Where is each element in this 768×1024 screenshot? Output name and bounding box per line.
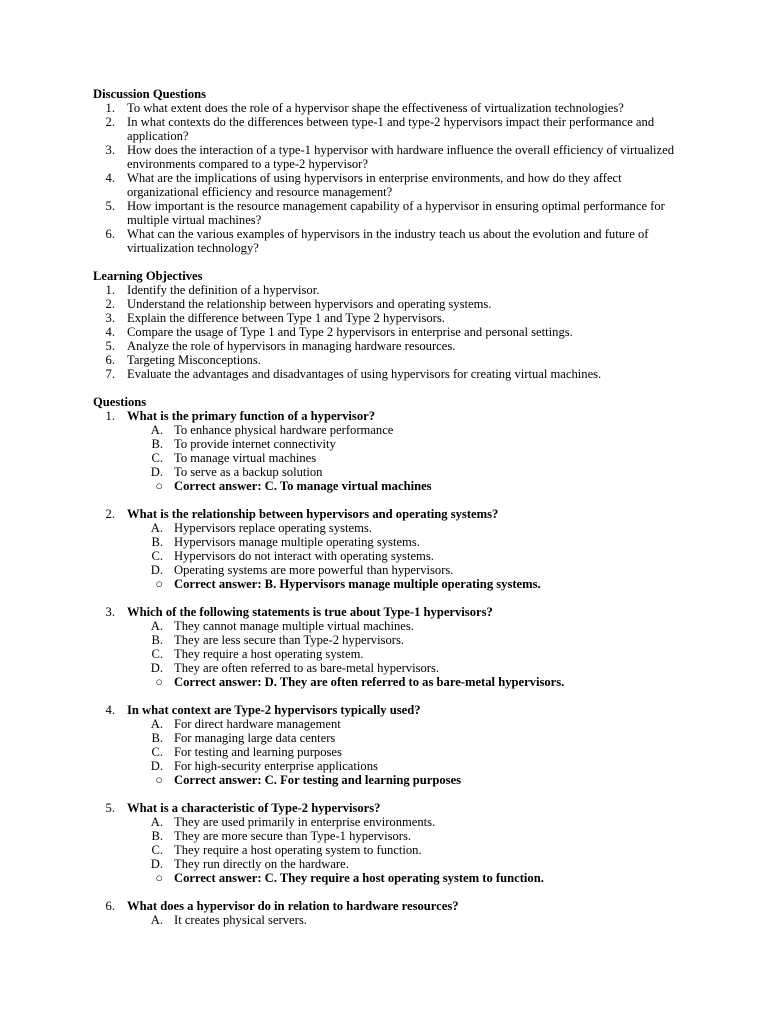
option-item bbox=[93, 647, 683, 661]
answer-bullet-icon: ○ bbox=[155, 675, 163, 689]
option-list bbox=[93, 815, 683, 871]
option-item bbox=[93, 661, 683, 675]
option-list bbox=[93, 619, 683, 675]
option-text: Hypervisors do not interact with operating systems. bbox=[174, 549, 434, 563]
question-number: 2. bbox=[105, 507, 115, 521]
option-text: Hypervisors manage multiple operating systems. bbox=[174, 535, 420, 549]
question-title: What does a hypervisor do in relation to hardware resources? bbox=[127, 899, 459, 913]
option-list bbox=[93, 717, 683, 773]
option-letter: D. bbox=[150, 661, 163, 675]
question-number: 3. bbox=[105, 605, 115, 619]
option-item bbox=[93, 633, 683, 647]
option-list bbox=[93, 913, 683, 927]
option-letter: C. bbox=[151, 549, 163, 563]
option-item bbox=[93, 913, 683, 927]
option-text: They require a host operating system to function. bbox=[174, 843, 422, 857]
answer-bullet-icon: ○ bbox=[155, 479, 163, 493]
correct-answer bbox=[93, 675, 683, 689]
option-item bbox=[93, 815, 683, 829]
objective-item: 7. Evaluate the advantages and disadvantages of using hypervisors for creating virtual machines. bbox=[105, 367, 602, 381]
option-text: To enhance physical hardware performance bbox=[174, 423, 394, 437]
option-item bbox=[93, 465, 683, 479]
question-title-row bbox=[93, 899, 683, 913]
option-text: They are often referred to as bare-metal hypervisors. bbox=[174, 661, 440, 675]
question-title-row bbox=[93, 605, 683, 619]
discussion-section bbox=[93, 87, 683, 255]
discussion-item: 2. In what contexts do the differences between type-1 and type-2 hypervisors impact their performance and application? bbox=[105, 115, 655, 143]
discussion-item: 5. How important is the resource management capability of a hypervisor in ensuring optimal performance for multiple virtual machines? bbox=[105, 199, 665, 227]
option-text: They are used primarily in enterprise environments. bbox=[174, 815, 436, 829]
question-block bbox=[93, 605, 683, 689]
option-item bbox=[93, 759, 683, 773]
option-item bbox=[93, 857, 683, 871]
answer-bullet-icon: ○ bbox=[155, 871, 163, 885]
question-title: In what context are Type-2 hypervisors typically used? bbox=[127, 703, 421, 717]
option-item bbox=[93, 535, 683, 549]
questions-section bbox=[93, 395, 683, 927]
option-text: They cannot manage multiple virtual machines. bbox=[174, 619, 414, 633]
question-block bbox=[93, 899, 683, 927]
objective-item: 6. Targeting Misconceptions. bbox=[105, 353, 261, 367]
discussion-item: 1. To what extent does the role of a hypervisor shape the effectiveness of virtualization technologies? bbox=[105, 101, 624, 115]
correct-answer-text: Correct answer: C. They require a host operating system to function. bbox=[174, 871, 544, 885]
option-letter: C. bbox=[151, 647, 163, 661]
option-item bbox=[93, 717, 683, 731]
question-number: 6. bbox=[105, 899, 115, 913]
option-item bbox=[93, 843, 683, 857]
discussion-item: 6. What can the various examples of hypervisors in the industry teach us about the evolution and future of virtualization technology? bbox=[105, 227, 649, 255]
questions-list bbox=[93, 409, 683, 927]
objective-item: 4. Compare the usage of Type 1 and Type 2 hypervisors in enterprise and personal settings. bbox=[105, 325, 573, 339]
question-title: What is a characteristic of Type-2 hypervisors? bbox=[127, 801, 381, 815]
option-letter: D. bbox=[150, 759, 163, 773]
option-letter: B. bbox=[151, 731, 163, 745]
correct-answer-text: Correct answer: C. For testing and learning purposes bbox=[174, 773, 462, 787]
option-item bbox=[93, 563, 683, 577]
option-item bbox=[93, 829, 683, 843]
document-content bbox=[93, 87, 683, 941]
option-letter: D. bbox=[150, 563, 163, 577]
option-letter: A. bbox=[150, 423, 163, 437]
option-letter: C. bbox=[151, 745, 163, 759]
option-letter: B. bbox=[151, 829, 163, 843]
discussion-item: 4. What are the implications of using hypervisors in enterprise environments, and how do they affect organizational efficiency and resource management? bbox=[105, 171, 622, 199]
discussion-list bbox=[93, 101, 683, 255]
option-item bbox=[93, 521, 683, 535]
option-text: To manage virtual machines bbox=[174, 451, 317, 465]
correct-answer bbox=[93, 871, 683, 885]
question-block bbox=[93, 507, 683, 591]
option-list bbox=[93, 423, 683, 479]
discussion-item: 3. How does the interaction of a type-1 hypervisor with hardware influence the overall efficiency of virtualized environments compared to a type-2 hypervisor? bbox=[105, 143, 675, 171]
option-letter: A. bbox=[150, 913, 163, 927]
option-list bbox=[93, 521, 683, 577]
questions-heading: Questions bbox=[93, 395, 147, 409]
question-title-row bbox=[93, 409, 683, 423]
option-letter: D. bbox=[150, 857, 163, 871]
option-item bbox=[93, 731, 683, 745]
option-item bbox=[93, 745, 683, 759]
correct-answer bbox=[93, 773, 683, 787]
option-text: For managing large data centers bbox=[174, 731, 336, 745]
option-text: They are more secure than Type-1 hypervisors. bbox=[174, 829, 412, 843]
question-block bbox=[93, 703, 683, 787]
option-item bbox=[93, 619, 683, 633]
option-text: For high-security enterprise applications bbox=[174, 759, 378, 773]
option-text: To provide internet connectivity bbox=[174, 437, 336, 451]
option-text: They are less secure than Type-2 hypervisors. bbox=[174, 633, 405, 647]
objective-item: 3. Explain the difference between Type 1 and Type 2 hypervisors. bbox=[105, 311, 445, 325]
option-text: They run directly on the hardware. bbox=[174, 857, 349, 871]
question-block bbox=[93, 409, 683, 493]
option-text: To serve as a backup solution bbox=[174, 465, 323, 479]
question-title-row bbox=[93, 703, 683, 717]
option-item bbox=[93, 549, 683, 563]
option-letter: A. bbox=[150, 717, 163, 731]
option-letter: B. bbox=[151, 535, 163, 549]
question-number: 4. bbox=[105, 703, 115, 717]
option-letter: A. bbox=[150, 521, 163, 535]
option-item bbox=[93, 423, 683, 437]
answer-bullet-icon: ○ bbox=[155, 773, 163, 787]
question-title: What is the relationship between hypervisors and operating systems? bbox=[127, 507, 499, 521]
option-item bbox=[93, 451, 683, 465]
question-title: Which of the following statements is true about Type-1 hypervisors? bbox=[127, 605, 493, 619]
option-letter: A. bbox=[150, 815, 163, 829]
correct-answer-text: Correct answer: C. To manage virtual machines bbox=[174, 479, 432, 493]
option-letter: A. bbox=[150, 619, 163, 633]
correct-answer-text: Correct answer: D. They are often referred to as bare-metal hypervisors. bbox=[174, 675, 565, 689]
objectives-heading: Learning Objectives bbox=[93, 269, 203, 283]
correct-answer-text: Correct answer: B. Hypervisors manage multiple operating systems. bbox=[174, 577, 541, 591]
answer-bullet-icon: ○ bbox=[155, 577, 163, 591]
option-letter: C. bbox=[151, 843, 163, 857]
objective-item: 5. Analyze the role of hypervisors in managing hardware resources. bbox=[105, 339, 456, 353]
objectives-section bbox=[93, 269, 683, 381]
question-number: 1. bbox=[105, 409, 115, 423]
question-title-row bbox=[93, 801, 683, 815]
option-letter: B. bbox=[151, 633, 163, 647]
correct-answer bbox=[93, 479, 683, 493]
option-text: It creates physical servers. bbox=[174, 913, 307, 927]
question-title: What is the primary function of a hypervisor? bbox=[127, 409, 376, 423]
objectives-list bbox=[93, 283, 683, 381]
question-title-row bbox=[93, 507, 683, 521]
option-letter: C. bbox=[151, 451, 163, 465]
option-text: They require a host operating system. bbox=[174, 647, 364, 661]
question-number: 5. bbox=[105, 801, 115, 815]
option-text: For direct hardware management bbox=[174, 717, 341, 731]
objective-item: 2. Understand the relationship between hypervisors and operating systems. bbox=[105, 297, 492, 311]
correct-answer bbox=[93, 577, 683, 591]
option-text: For testing and learning purposes bbox=[174, 745, 342, 759]
discussion-heading: Discussion Questions bbox=[93, 87, 207, 101]
option-letter: B. bbox=[151, 437, 163, 451]
option-letter: D. bbox=[150, 465, 163, 479]
option-item bbox=[93, 437, 683, 451]
option-text: Operating systems are more powerful than hypervisors. bbox=[174, 563, 454, 577]
objective-item: 1. Identify the definition of a hypervisor. bbox=[105, 283, 320, 297]
question-block bbox=[93, 801, 683, 885]
option-text: Hypervisors replace operating systems. bbox=[174, 521, 372, 535]
